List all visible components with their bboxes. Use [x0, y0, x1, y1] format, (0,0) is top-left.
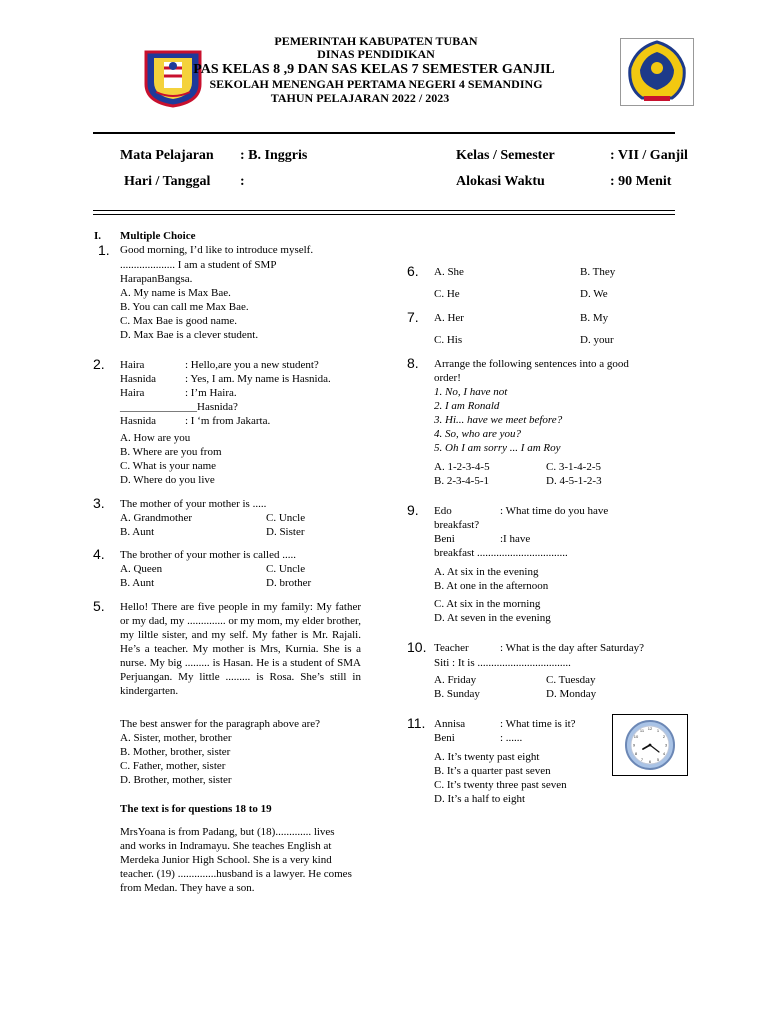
svg-text:11: 11 — [639, 728, 645, 733]
svg-text:6: 6 — [648, 759, 652, 764]
q3-option-d[interactable]: D. Sister — [266, 526, 305, 538]
q10-option-c[interactable]: C. Tuesday — [546, 674, 596, 686]
svg-text:3: 3 — [664, 742, 668, 748]
info-rule-top — [93, 210, 675, 211]
q8-option-a[interactable]: A. 1-2-3-4-5 — [434, 461, 490, 473]
q1-line-3: HarapanBangsa. — [120, 273, 193, 285]
q8-number: 8. — [407, 355, 419, 371]
header-rule — [93, 132, 675, 134]
q2-option-b[interactable]: B. Where are you from — [120, 446, 222, 458]
q8-sentence-3: 3. Hi... have we meet before? — [434, 414, 563, 426]
class-label: Kelas / Semester — [456, 148, 555, 163]
q9-line-3: :I have — [500, 533, 531, 545]
time-value: : 90 Menit — [610, 174, 672, 189]
svg-text:5: 5 — [656, 757, 660, 762]
q7-option-b[interactable]: B. My — [580, 312, 609, 324]
q1-option-b[interactable]: B. You can call me Max Bae. — [120, 301, 249, 313]
q6-option-a[interactable]: A. She — [434, 266, 464, 278]
svg-text:12: 12 — [647, 726, 653, 731]
q10-option-a[interactable]: A. Friday — [434, 674, 477, 686]
q8-line-2: order! — [434, 372, 461, 384]
svg-text:7: 7 — [640, 757, 644, 762]
q11-option-b[interactable]: B. It’s a quarter past seven — [434, 765, 551, 777]
time-label: Alokasi Waktu — [456, 174, 545, 189]
q3-option-b[interactable]: B. Aunt — [120, 526, 155, 538]
q5-stem: The best answer for the paragraph above are? — [120, 718, 321, 730]
q10-speaker-1: Teacher — [434, 642, 469, 654]
q10-line-1: : What is the day after Saturday? — [500, 642, 644, 654]
svg-text:2: 2 — [662, 734, 666, 739]
q9-option-a[interactable]: A. At six in the evening — [434, 566, 539, 578]
q2-speaker-3: Haira — [120, 387, 145, 399]
svg-text:1: 1 — [656, 728, 660, 733]
q1-option-a[interactable]: A. My name is Max Bae. — [120, 287, 231, 299]
q3-stem: The mother of your mother is ..... — [120, 498, 267, 510]
q6-option-c[interactable]: C. He — [434, 288, 460, 300]
q3-option-a[interactable]: A. Grandmother — [120, 512, 193, 524]
q7-number: 7. — [407, 309, 419, 325]
svg-text:4: 4 — [662, 751, 666, 756]
q2-speaker-1: Haira — [120, 359, 145, 371]
q9-speaker-1: Edo — [434, 505, 452, 517]
q2-line-3: : I’m Haira. — [185, 387, 237, 399]
q4-option-d[interactable]: D. brother — [266, 577, 312, 589]
q2-number: 2. — [93, 356, 105, 372]
q5-option-c[interactable]: C. Father, mother, sister — [120, 760, 226, 772]
q4-number: 4. — [93, 546, 105, 562]
subject-label: Mata Pelajaran — [120, 148, 214, 163]
q8-line-1: Arrange the following sentences into a good — [434, 358, 629, 370]
q8-sentence-2: 2. I am Ronald — [434, 400, 500, 412]
q1-option-c[interactable]: C. Max Bae is good name. — [120, 315, 238, 327]
q10-option-d[interactable]: D. Monday — [546, 688, 597, 700]
subject-value: : B. Inggris — [240, 148, 308, 163]
q11-option-c[interactable]: C. It’s twenty three past seven — [434, 779, 567, 791]
q2-line-2: : Yes, I am. My name is Hasnida. — [185, 373, 331, 385]
q2-speaker-2: Hasnida — [120, 373, 157, 385]
q9-number: 9. — [407, 502, 419, 518]
svg-text:9: 9 — [632, 742, 636, 748]
svg-text:10: 10 — [633, 734, 639, 739]
header-line-3: PAS KELAS 8 ,9 DAN SAS KELAS 7 SEMESTER GANJIL — [193, 62, 555, 77]
info-rule-bottom — [93, 214, 675, 215]
q5-number: 5. — [93, 598, 105, 614]
q2-line-1: : Hello,are you a new student? — [185, 359, 319, 371]
q2-option-c[interactable]: C. What is your name — [120, 460, 217, 472]
q4-option-a[interactable]: A. Queen — [120, 563, 163, 575]
q1-line-1: Good morning, I’d like to introduce myself. — [120, 244, 314, 256]
q4-option-c[interactable]: C. Uncle — [266, 563, 306, 575]
q7-option-a[interactable]: A. Her — [434, 312, 464, 324]
q10-option-b[interactable]: B. Sunday — [434, 688, 480, 700]
q3-number: 3. — [93, 495, 105, 511]
section-title: Multiple Choice — [120, 230, 196, 242]
q8-option-b[interactable]: B. 2-3-4-5-1 — [434, 475, 489, 487]
day-value: : — [240, 174, 245, 189]
q8-option-c[interactable]: C. 3-1-4-2-5 — [546, 461, 601, 473]
q11-speaker-1: Annisa — [434, 718, 466, 730]
q6-option-d[interactable]: D. We — [580, 288, 608, 300]
reading-title: The text is for questions 18 to 19 — [120, 803, 272, 815]
header-line-1: PEMERINTAH KABUPATEN TUBAN — [274, 34, 478, 48]
q9-option-c[interactable]: C. At six in the morning — [434, 598, 541, 610]
q6-option-b[interactable]: B. They — [580, 266, 616, 278]
q11-option-d[interactable]: D. It’s a half to eight — [434, 793, 526, 805]
q7-option-d[interactable]: D. your — [580, 334, 614, 346]
svg-text:8: 8 — [634, 751, 638, 756]
q9-option-d[interactable]: D. At seven in the evening — [434, 612, 551, 624]
wall-clock-icon — [612, 714, 688, 776]
q2-option-a[interactable]: A. How are you — [120, 432, 191, 444]
q3-option-c[interactable]: C. Uncle — [266, 512, 306, 524]
q5-option-a[interactable]: A. Sister, mother, brother — [120, 732, 232, 744]
q11-number: 11. — [407, 715, 426, 731]
header-line-5: TAHUN PELAJARAN 2022 / 2023 — [270, 91, 450, 105]
q9-line-2: breakfast? — [434, 519, 480, 531]
q9-line-1: : What time do you have — [500, 505, 609, 517]
q5-option-b[interactable]: B. Mother, brother, sister — [120, 746, 231, 758]
q1-number: 1. — [98, 242, 110, 258]
q2-line-5: : I ‘m from Jakarta. — [185, 415, 271, 427]
header-line-4: SEKOLAH MENENGAH PERTAMA NEGERI 4 SEMANDING — [209, 77, 543, 91]
q7-option-c[interactable]: C. His — [434, 334, 463, 346]
q9-speaker-2: Beni — [434, 533, 455, 545]
reading-paragraph: MrsYoana is from Padang, but (18)............. lives and works in Indramayu. She teaches English at Merdeka Junior High School. She is a very kind teacher. (19) ..............husband is a lawyer. He comes from Medan. They have a son. — [120, 826, 352, 894]
q8-sentence-4: 4. So, who are you? — [434, 428, 521, 440]
q4-option-b[interactable]: B. Aunt — [120, 577, 155, 589]
q8-option-d[interactable]: D. 4-5-1-2-3 — [546, 475, 602, 487]
q11-speaker-2: Beni — [434, 732, 455, 744]
q8-sentence-5: 5. Oh I am sorry ... I am Roy — [434, 442, 561, 454]
section-number: I. — [94, 230, 102, 242]
q2-option-d[interactable]: D. Where do you live — [120, 474, 215, 486]
day-label: Hari / Tanggal — [124, 174, 211, 189]
class-value: : VII / Ganjil — [610, 148, 688, 163]
q1-option-d[interactable]: D. Max Bae is a clever student. — [120, 329, 259, 341]
q11-line-2: : ...... — [500, 732, 523, 744]
q10-line-2: Siti : It is .................................. — [434, 657, 571, 669]
q10-number: 10. — [407, 639, 427, 655]
q2-speaker-5: Hasnida — [120, 415, 157, 427]
q11-line-1: : What time is it? — [500, 718, 576, 730]
q5-option-d[interactable]: D. Brother, mother, sister — [120, 774, 232, 786]
q5-paragraph: Hello! There are five people in my family: My father or my dad, my .............. or my mom, my elder brother, my liltle sister, and my self. My father is Mr. Rajali. He’s a teacher. My mother is Mrs, Kurnia. She is a nurse. My big ......... is Hasan. He is a student of SMA Perjuangan. My little ......... is Rosa. She’s still in kindergarten. — [120, 601, 361, 697]
q9-option-b[interactable]: B. At one in the afternoon — [434, 580, 549, 592]
q4-stem: The brother of your mother is called ..... — [120, 549, 296, 561]
q11-option-a[interactable]: A. It’s twenty past eight — [434, 751, 540, 763]
q6-number: 6. — [407, 263, 419, 279]
q8-sentence-1: 1. No, I have not — [434, 386, 508, 398]
header-line-2: DINAS PENDIDIKAN — [317, 47, 435, 61]
q1-line-2: .................... I am a student of SMP — [120, 259, 277, 271]
q2-line-4: ______________Hasnida? — [120, 401, 238, 413]
q9-line-4: breakfast ................................. — [434, 547, 568, 559]
